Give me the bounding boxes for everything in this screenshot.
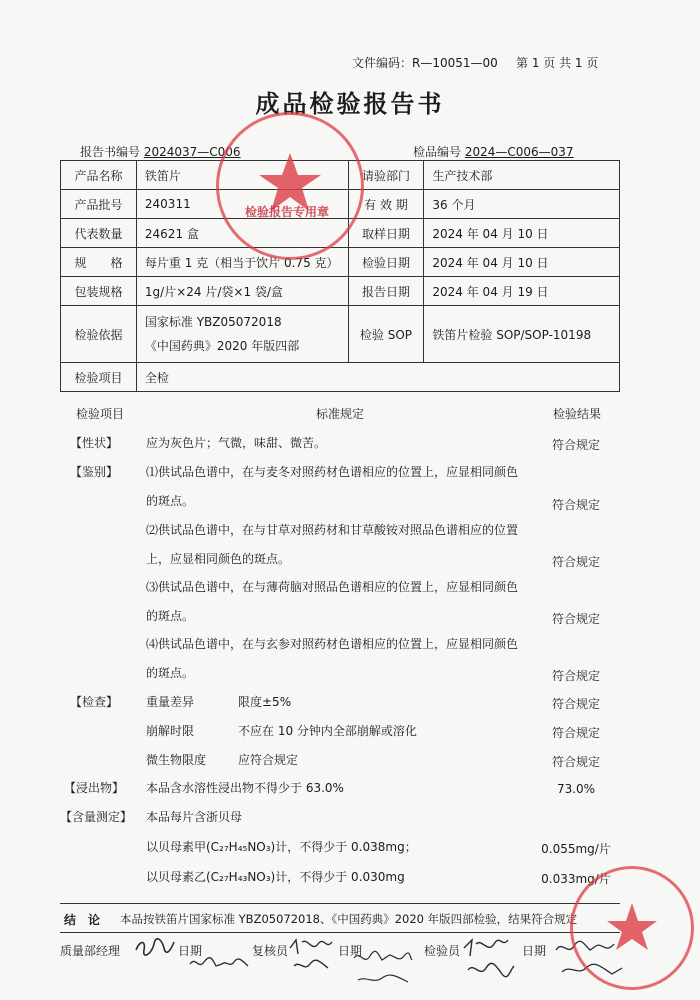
identification-2-result: 符合规定 — [551, 555, 600, 569]
reviewer-signature — [288, 936, 336, 980]
assay-intro: 本品每片含浙贝母 — [146, 810, 243, 824]
qa-manager-signature — [134, 936, 176, 963]
conclusion-text: 本品按铁笛片国家标准 YBZ05072018、《中国药典》2020 年版四部检验，结果符合规定 — [120, 912, 578, 926]
character-standard: 应为灰色片；气微，味甜、微苦。 — [146, 436, 327, 450]
exam-microbial-standard: 应符合规定 — [238, 753, 299, 767]
sample-date: 2024 年 04 月 10 日 — [424, 219, 620, 248]
character-result: 符合规定 — [551, 438, 600, 452]
report-number-value: 2024037—C006 — [143, 145, 241, 159]
section-identification-label: 【鉴别】 — [70, 465, 119, 479]
col-result-header: 检验结果 — [553, 407, 602, 421]
identification-4-result: 符合规定 — [551, 669, 600, 683]
spec-label: 规 格 — [61, 248, 137, 277]
product-name: 铁笛片 — [136, 161, 348, 190]
basis-line-2: 《中国药典》2020 年版四部 — [144, 339, 300, 353]
date-label-2: 日期 — [338, 944, 363, 958]
inspector-signature-scribble — [462, 936, 516, 984]
section-examination-label: 【检查】 — [70, 695, 119, 709]
sample-date-label: 取样日期 — [348, 219, 424, 248]
exam-microbial-name: 微生物限度 — [146, 753, 207, 767]
basis — [136, 306, 348, 363]
extract-standard: 本品含水溶性浸出物不得少于 63.0% — [146, 781, 344, 795]
col-item-header: 检验项目 — [76, 407, 125, 421]
quality-seal-star-icon — [573, 869, 691, 987]
quantity-label: 代表数量 — [61, 219, 137, 248]
identification-4-line2: 的斑点。 — [146, 666, 195, 680]
qa-manager-signature-scribble — [134, 936, 176, 958]
report-number — [80, 143, 241, 160]
identification-1-line2: 的斑点。 — [146, 494, 195, 508]
inspector-label: 检验员 — [424, 944, 461, 958]
quality-seal-stamp — [570, 866, 694, 990]
report-number-label: 报告书编号 — [80, 145, 141, 159]
inspector-signature — [462, 936, 516, 988]
spec: 每片重 1 克（相当于饮片 0.75 克） — [136, 248, 348, 277]
basis-line-1: 国家标准 YBZ05072018 — [144, 315, 282, 329]
inspect-dept-label: 请验部门 — [348, 161, 424, 190]
report-date: 2024 年 04 月 19 日 — [424, 277, 620, 306]
assay-2-result: 0.033mg/片 — [541, 872, 611, 886]
exam-disintegration-result: 符合规定 — [551, 726, 600, 740]
date-signature-1 — [188, 952, 252, 978]
inspect-dept: 生产技术部 — [424, 161, 620, 190]
seal-star-icon — [219, 115, 361, 257]
section-assay-label: 【含量测定】 — [60, 810, 133, 824]
inspection-number-label: 检品编号 — [413, 145, 462, 159]
identification-3-result: 符合规定 — [551, 612, 600, 626]
identification-2-line1: ⑵供试品色谱中，在与甘草对照药材和甘草酸铵对照品色谱相应的位置 — [146, 523, 519, 537]
inspection-item: 全检 — [136, 363, 619, 392]
validity-label: 有 效 期 — [348, 190, 424, 219]
exam-disintegration-standard: 不应在 10 分钟内全部崩解或溶化 — [238, 724, 417, 738]
pack-label: 包装规格 — [61, 277, 137, 306]
exam-microbial-result: 符合规定 — [551, 755, 600, 769]
assay-1-standard: 以贝母素甲(C₂₇H₄₅NO₃)计，不得少于 0.038mg； — [146, 840, 417, 854]
qa-manager-label: 质量部经理 — [60, 944, 121, 958]
exam-disintegration-name: 崩解时限 — [146, 724, 195, 738]
identification-1-line1: ⑴供试品色谱中，在与麦冬对照药材色谱相应的位置上，应显相同颜色 — [146, 465, 519, 479]
inspection-number-value: 2024—C006—037 — [464, 145, 574, 159]
section-character-label: 【性状】 — [70, 436, 119, 450]
identification-1-result: 符合规定 — [551, 498, 600, 512]
reviewer-label: 复核员 — [252, 944, 289, 958]
assay-1-result: 0.055mg/片 — [541, 842, 611, 856]
page-info: 第 1 页 共 1 页 — [516, 56, 599, 70]
assay-2-standard: 以贝母素乙(C₂₇H₄₃NO₃)计，不得少于 0.030mg — [146, 870, 405, 884]
conclusion-top-divider — [60, 903, 620, 904]
date-signature-2 — [352, 948, 414, 992]
exam-weight-name: 重量差异 — [146, 695, 195, 709]
basis-label: 检验依据 — [61, 306, 137, 363]
sop-label: 检验 SOP — [348, 306, 424, 363]
report-date-label: 报告日期 — [348, 277, 424, 306]
page-title: 成品检验报告书 — [255, 89, 445, 118]
document-code: 文件编码：R—10051—00 — [352, 56, 498, 70]
date-label-1: 日期 — [178, 944, 203, 958]
batch-label: 产品批号 — [61, 190, 137, 219]
reviewer-signature-scribble — [288, 936, 336, 976]
exam-weight-standard: 限度±5% — [238, 695, 292, 709]
validity: 36 个月 — [424, 190, 620, 219]
item-label: 检验项目 — [61, 363, 137, 392]
batch-number: 240311 — [136, 190, 348, 219]
product-name-label: 产品名称 — [61, 161, 137, 190]
inspection-seal-stamp — [216, 112, 364, 260]
conclusion-label: 结 论 — [64, 913, 101, 927]
identification-3-line2: 的斑点。 — [146, 609, 195, 623]
date-scribble-2 — [352, 948, 414, 988]
extract-result: 73.0% — [556, 782, 596, 796]
test-date: 2024 年 04 月 10 日 — [424, 248, 620, 277]
identification-3-line1: ⑶供试品色谱中，在与薄荷脑对照品色谱相应的位置上，应显相同颜色 — [146, 580, 519, 594]
section-extract-label: 【浸出物】 — [64, 781, 125, 795]
exam-weight-result: 符合规定 — [551, 697, 600, 711]
seal-text: 检验报告专用章 — [244, 205, 329, 219]
col-standard-header: 标准规定 — [316, 407, 365, 421]
test-date-label: 检验日期 — [348, 248, 424, 277]
conclusion-bottom-divider — [60, 932, 620, 933]
identification-4-line1: ⑷供试品色谱中，在与玄参对照药材色谱相应的位置上，应显相同颜色 — [146, 637, 519, 651]
inspection-number — [413, 143, 574, 160]
quantity: 24621 盒 — [136, 219, 348, 248]
date-scribble-1 — [188, 952, 252, 974]
date-label-3: 日期 — [522, 944, 547, 958]
sop: 铁笛片检验 SOP/SOP-10198 — [424, 306, 620, 363]
pack-spec: 1g/片×24 片/袋×1 袋/盒 — [136, 277, 348, 306]
identification-2-line2: 上，应显相同颜色的斑点。 — [146, 552, 291, 566]
